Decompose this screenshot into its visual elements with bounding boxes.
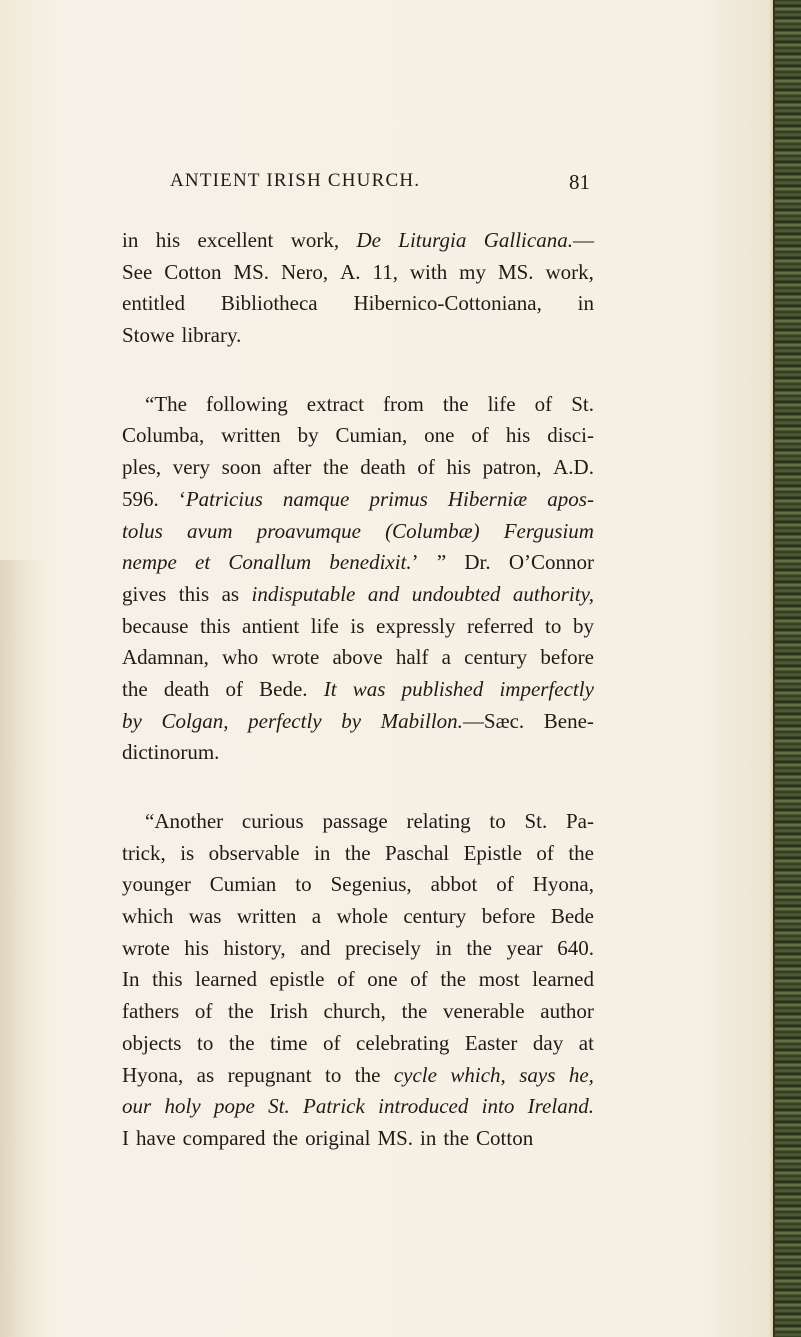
word: in <box>577 291 594 316</box>
word: venerable <box>442 999 525 1024</box>
word: a <box>441 645 451 670</box>
word: is <box>350 613 365 638</box>
word: from <box>382 391 424 416</box>
word: who <box>222 645 259 670</box>
text-line <box>122 901 594 933</box>
word: the <box>443 1125 470 1150</box>
word: half <box>395 645 429 670</box>
text-line <box>122 1028 594 1060</box>
text-line <box>122 547 594 579</box>
word: of <box>471 423 489 448</box>
word: and <box>367 581 400 606</box>
text-line <box>122 737 594 769</box>
word: A. <box>340 259 361 284</box>
word: death <box>163 676 210 701</box>
word: wrote <box>122 935 170 960</box>
word: celebrating <box>356 1030 450 1055</box>
word: et <box>195 550 211 575</box>
word: Dr. <box>464 550 491 575</box>
word: at <box>578 1030 594 1055</box>
text-line <box>122 320 594 352</box>
word: was <box>188 904 222 929</box>
word: undoubted <box>411 581 501 606</box>
word: Irish <box>269 999 308 1024</box>
word: to <box>489 809 506 833</box>
text-line <box>122 225 594 257</box>
word: this <box>178 581 210 606</box>
word: library. <box>181 323 242 348</box>
word: expressly <box>376 613 456 638</box>
text-line <box>122 996 594 1028</box>
word: the <box>442 391 469 416</box>
word: Conallum <box>228 550 312 575</box>
word: the <box>323 455 349 480</box>
text-line <box>122 933 594 965</box>
word: avum <box>187 518 233 543</box>
word: in <box>122 228 139 252</box>
word: as <box>196 1062 215 1087</box>
word: Segenius, <box>330 872 412 897</box>
text-line <box>122 579 594 611</box>
paragraph-gap <box>122 769 594 806</box>
word: St. <box>524 809 548 833</box>
word: De <box>356 228 381 252</box>
word: his <box>505 423 531 448</box>
text-line <box>122 1060 594 1092</box>
word: the <box>228 1030 255 1055</box>
word: of <box>496 872 514 897</box>
word: repugnant <box>227 1062 312 1087</box>
word: St. <box>268 1094 290 1119</box>
word: trick, <box>122 840 166 865</box>
word: indisputable <box>251 581 356 606</box>
word: younger <box>122 872 191 897</box>
word: which <box>122 904 174 929</box>
word: Cumian <box>209 872 277 897</box>
paragraph <box>122 806 594 1155</box>
word: proavumque <box>256 518 361 543</box>
word: Nero, <box>280 259 329 284</box>
word: one <box>367 967 398 992</box>
word: cycle <box>393 1062 437 1087</box>
word: Fergusium <box>503 518 594 543</box>
word: year <box>506 935 543 960</box>
word: in <box>420 1125 437 1150</box>
word: life <box>310 613 339 638</box>
word: Columba, <box>122 423 205 448</box>
word: written <box>236 904 297 929</box>
word: of <box>323 1030 341 1055</box>
text-line <box>122 1091 594 1123</box>
word: Epistle <box>463 840 522 865</box>
word: this <box>152 967 183 992</box>
word: Stowe <box>122 323 175 348</box>
word: Hyona, <box>122 1062 184 1087</box>
text-line <box>122 869 594 901</box>
word: written <box>221 423 281 448</box>
word: Mabillon.—Sæc. <box>380 708 525 733</box>
word: primus <box>369 486 428 511</box>
text-line <box>122 1123 594 1155</box>
word: Cotton <box>476 1125 534 1150</box>
word: Pa- <box>565 809 594 833</box>
word: of <box>337 967 355 992</box>
word: which, <box>450 1062 506 1087</box>
word: apos- <box>547 486 594 511</box>
word: entitled <box>122 291 185 316</box>
text-line <box>122 706 594 738</box>
word: published <box>401 676 484 701</box>
word: by <box>122 708 142 733</box>
paragraph <box>122 389 594 769</box>
word: Paschal <box>384 840 450 865</box>
word: in <box>435 935 452 960</box>
word: of <box>225 676 243 701</box>
word: our <box>122 1094 152 1119</box>
word: abbot <box>430 872 478 897</box>
word: holy <box>164 1094 201 1119</box>
word: life <box>487 391 516 416</box>
text-line <box>122 288 594 320</box>
word: the <box>228 999 254 1024</box>
word: whole <box>336 904 388 929</box>
word: is <box>180 840 195 865</box>
word: into <box>481 1094 515 1119</box>
word: soon <box>221 455 262 480</box>
word: Cumian, <box>335 423 408 448</box>
text-line <box>122 806 594 838</box>
text-line <box>122 257 594 289</box>
word: pope <box>213 1094 255 1119</box>
word: was <box>352 676 386 701</box>
word: referred <box>466 613 534 638</box>
word: by <box>341 708 362 733</box>
word: my <box>459 259 487 284</box>
word: the <box>272 1125 299 1150</box>
word: O’Connor <box>508 550 594 575</box>
word: disci- <box>547 423 594 448</box>
word: says <box>519 1062 556 1087</box>
word: because <box>122 613 189 638</box>
word: relating <box>406 809 471 833</box>
word: the <box>354 1062 381 1087</box>
word: MS. <box>377 1125 414 1150</box>
word: Hibernico-Cottoniana, <box>353 291 542 316</box>
word: See <box>122 259 153 284</box>
running-header <box>170 170 590 198</box>
word: as <box>221 581 240 606</box>
word: Hyona, <box>532 872 594 897</box>
word: (Columbæ) <box>385 518 480 543</box>
word: Liturgia <box>398 228 467 252</box>
word: to <box>545 613 562 638</box>
word: after <box>272 455 312 480</box>
word: Gallicana.— <box>483 228 594 252</box>
word: work, <box>290 228 340 252</box>
text-line <box>122 642 594 674</box>
word: of <box>534 391 553 416</box>
text-line <box>122 964 594 996</box>
page-shadow <box>0 560 46 1337</box>
word: 640. <box>557 935 594 960</box>
word: Hiberniæ <box>447 486 528 511</box>
word: and <box>300 935 331 960</box>
word: work, <box>545 259 594 284</box>
word: antient <box>242 613 300 638</box>
word: perfectly <box>248 708 322 733</box>
word: Easter <box>464 1030 518 1055</box>
word: very <box>172 455 211 480</box>
word: Bene- <box>543 708 594 733</box>
word: above <box>332 645 383 670</box>
word: have <box>136 1125 176 1150</box>
word: in <box>314 840 331 865</box>
word: the <box>122 676 148 701</box>
word: to <box>197 1030 214 1055</box>
word: church, <box>323 999 386 1024</box>
word: his <box>184 935 209 960</box>
word: century <box>464 645 528 670</box>
text-line <box>122 516 594 548</box>
word: benedixit.’ <box>329 550 419 575</box>
word: It <box>323 676 337 701</box>
word: tolus <box>122 518 163 543</box>
word: compared <box>182 1125 266 1150</box>
word: by <box>572 613 594 638</box>
word: gives <box>122 581 167 606</box>
word: one <box>424 423 455 448</box>
word: 11, <box>372 259 398 284</box>
word: century <box>403 904 467 929</box>
running-title: ANTIENT IRISH CHURCH. <box>170 170 421 191</box>
word: to <box>325 1062 342 1087</box>
paragraph-gap <box>122 352 594 389</box>
text-line <box>122 838 594 870</box>
word: original <box>305 1125 371 1150</box>
word: excellent <box>197 228 274 252</box>
word: ‘Patricius <box>178 486 263 511</box>
word: “The <box>145 391 187 416</box>
word: Bede <box>550 904 594 929</box>
word: before <box>481 904 536 929</box>
word: extract <box>306 391 364 416</box>
word: fathers <box>122 999 180 1024</box>
word: Patrick <box>303 1094 365 1119</box>
word: I <box>122 1125 129 1150</box>
word: objects <box>122 1030 182 1055</box>
word: passage <box>322 809 388 833</box>
text-line <box>122 484 594 516</box>
word: Bibliotheca <box>220 291 318 316</box>
word: introduced <box>378 1094 469 1119</box>
word: wrote <box>271 645 320 670</box>
body-text <box>122 225 594 1155</box>
word: the <box>466 935 492 960</box>
word: “Another <box>145 809 224 833</box>
word: to <box>295 872 312 897</box>
word: precisely <box>345 935 421 960</box>
word: Colgan, <box>161 708 229 733</box>
word: 596. <box>122 486 159 511</box>
word: curious <box>241 809 304 833</box>
text-line <box>122 611 594 643</box>
word: before <box>540 645 594 670</box>
word: the <box>344 840 371 865</box>
word: most <box>478 967 520 992</box>
book-spine <box>773 0 801 1337</box>
word: the <box>440 967 467 992</box>
word: epistle <box>269 967 325 992</box>
word: of <box>410 967 428 992</box>
word: this <box>200 613 231 638</box>
word: namque <box>282 486 350 511</box>
word: St. <box>571 391 594 416</box>
word: learned <box>532 967 594 992</box>
word: MS. <box>497 259 534 284</box>
word: learned <box>195 967 257 992</box>
word: dictinorum. <box>122 740 220 765</box>
word: MS. <box>233 259 269 284</box>
word: his <box>446 455 471 480</box>
word: ples, <box>122 455 162 480</box>
word: Cotton <box>164 259 222 284</box>
paragraph <box>122 225 594 352</box>
word: by <box>297 423 319 448</box>
word: In <box>122 967 140 992</box>
word: the <box>401 999 428 1024</box>
word: A.D. <box>553 455 594 480</box>
word: day <box>532 1030 564 1055</box>
word: authority, <box>512 581 594 606</box>
word: observable <box>208 840 300 865</box>
word: Bede. <box>259 676 308 701</box>
word: his <box>155 228 181 252</box>
text-line <box>122 674 594 706</box>
word: death <box>360 455 406 480</box>
word: Ireland. <box>527 1094 594 1119</box>
word: he, <box>568 1062 594 1087</box>
page-number: 81 <box>569 170 590 194</box>
word: nempe <box>122 550 177 575</box>
word: patron, <box>482 455 542 480</box>
word: history, <box>223 935 286 960</box>
word: time <box>270 1030 308 1055</box>
word: imperfectly <box>499 676 594 701</box>
word: Adamnan, <box>122 645 209 670</box>
word: of <box>417 455 435 480</box>
word: of <box>536 840 554 865</box>
word: with <box>409 259 448 284</box>
word: following <box>206 391 288 416</box>
text-line <box>122 452 594 484</box>
word: ” <box>436 550 447 575</box>
word: the <box>568 840 594 865</box>
text-line <box>122 420 594 452</box>
text-line <box>122 389 594 421</box>
word: of <box>194 999 213 1024</box>
word: a <box>311 904 322 929</box>
word: author <box>540 999 594 1024</box>
